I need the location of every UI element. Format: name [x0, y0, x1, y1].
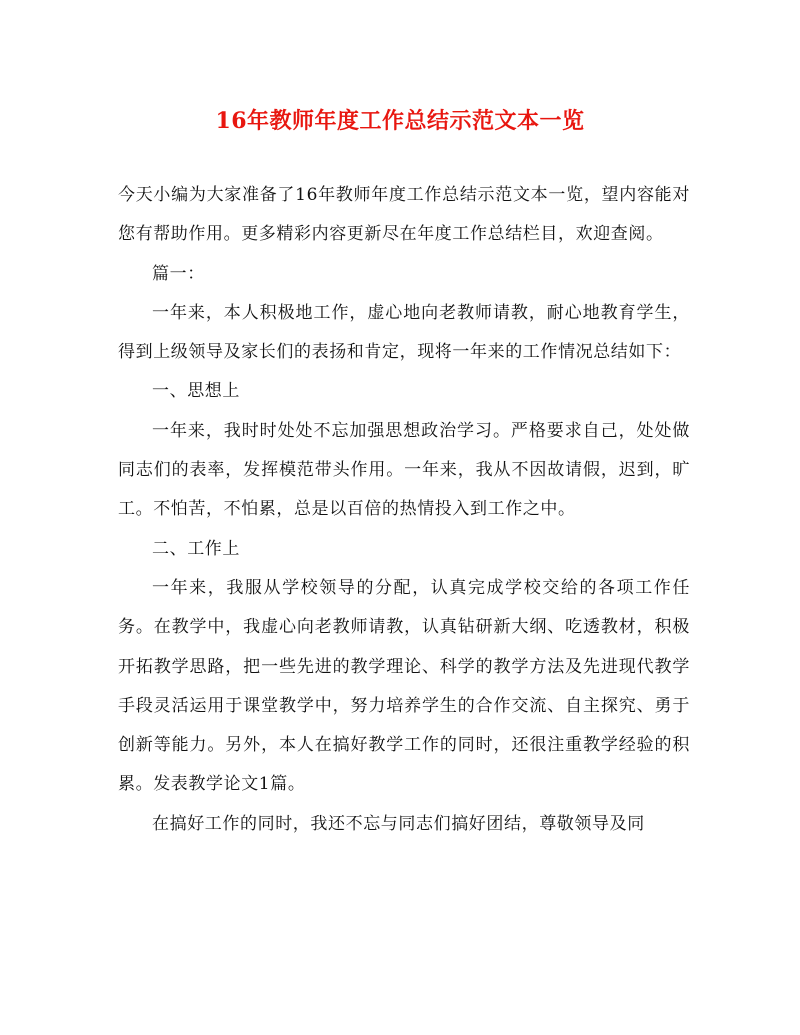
section-heading-work: 二、工作上: [152, 538, 240, 559]
body-paragraph: 一年来，本人积极地工作，虚心地向老教师请教，耐心地教育学生，得到上级领导及家长们的表扬和肯定，现将一年来的工作情况总结如下：: [118, 302, 690, 363]
document-body: [118, 176, 690, 844]
section-label-part-one: 篇一：: [152, 263, 205, 284]
document-title: 16年教师年度工作总结示范文本一览: [215, 108, 585, 134]
intro-paragraph: 今天小编为大家准备了16年教师年度工作总结示范文本一览，望内容能对您有帮助作用。更多精彩内容更新尽在年度工作总结栏目，欢迎查阅。: [118, 185, 690, 245]
body-paragraph: 在搞好工作的同时，我还不忘与同志们搞好团结，尊敬领导及同: [152, 813, 645, 834]
body-paragraph: 一年来，我时时处处不忘加强思想政治学习。严格要求自己，处处做同志们的表率，发挥模范带头作用。一年来，我从不因故请假，迟到，旷工。不怕苦，不怕累，总是以百倍的热情投入到工作之中。: [118, 420, 690, 520]
section-heading-thought: 一、思想上: [152, 381, 240, 402]
body-paragraph: 一年来，我服从学校领导的分配，认真完成学校交给的各项工作任务。在教学中，我虚心向老教师请教，认真钻研新大纲、吃透教材，积极开拓教学思路，把一些先进的教学理论、科学的教学方法及先进现代教学手段灵活运用于课堂教学中，努力培养学生的合作交流、自主探究、勇于创新等能力。另外，本人在搞好教学工作的同时，还很注重教学经验的积累。发表教学论文1篇。: [118, 577, 690, 795]
